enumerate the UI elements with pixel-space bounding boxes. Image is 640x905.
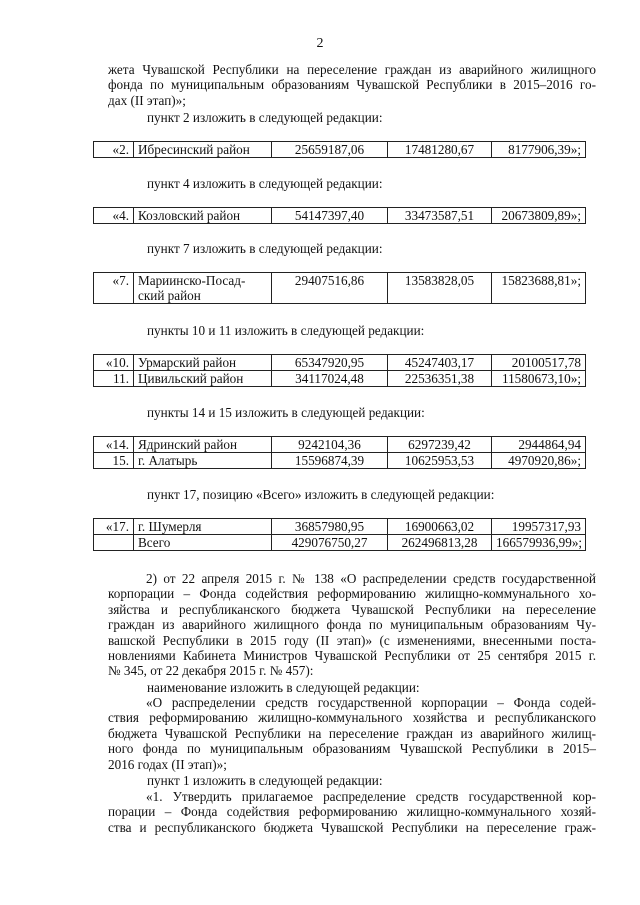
table-row <box>94 142 586 158</box>
paragraph-point-1 <box>108 789 596 835</box>
page-number: 2 <box>316 36 324 51</box>
text-line: 2016 годах (II этап)»; <box>108 756 227 772</box>
cell-name: Козловский район <box>134 208 272 224</box>
cell-total: 429076750,27 <box>272 535 388 551</box>
text-line: граждан из аварийного жилищного фонда по муниципальным образованиям Чу- <box>108 617 596 633</box>
cell-name-line: Мариинско-Посад- <box>138 273 246 288</box>
cell-total: 29407516,86 <box>272 273 388 304</box>
table-row <box>94 208 586 224</box>
cell-republic: 15823688,81»; <box>492 273 586 304</box>
instruction-point-2: пункт 2 изложить в следующей редакции: <box>147 110 383 125</box>
cell-total: 15596874,39 <box>272 453 388 469</box>
cell-fund: 17481280,67 <box>388 142 492 158</box>
cell-name: г. Алатырь <box>134 453 272 469</box>
cell-fund: 33473587,51 <box>388 208 492 224</box>
table-row <box>94 437 586 453</box>
cell-total: 54147397,40 <box>272 208 388 224</box>
cell-republic: 20673809,89»; <box>492 208 586 224</box>
cell-name: Ядринский район <box>134 437 272 453</box>
text-line: новлениями Кабинета Министров Чувашской Республики от 25 сентября 2015 г. <box>108 648 596 664</box>
table-point-4 <box>93 207 586 224</box>
cell-fund: 10625953,53 <box>388 453 492 469</box>
cell-total: 36857980,95 <box>272 519 388 535</box>
cell-name: г. Шумерля <box>134 519 272 535</box>
cell-name: Всего <box>134 535 272 551</box>
cell-total: 9242104,36 <box>272 437 388 453</box>
text-line: «О распределении средств государственной корпорации – Фонда содей- <box>146 695 596 710</box>
cell-name: Ибресинский район <box>134 142 272 158</box>
text-line: ного фонда по муниципальным образованиям Чувашской Республики в 2015– <box>108 741 596 757</box>
cell-total: 34117024,48 <box>272 371 388 387</box>
cell-num: 11. <box>94 371 134 387</box>
cell-republic: 19957317,93 <box>492 519 586 535</box>
text-line: зяйства и республиканского бюджета Чувашской Республики на переселение <box>108 601 596 617</box>
cell-republic: 166579936,99»; <box>492 535 586 551</box>
cell-num: «2. <box>94 142 134 158</box>
table-points-10-11 <box>93 354 586 387</box>
instruction-point-1: пункт 1 изложить в следующей редакции: <box>147 773 383 788</box>
cell-fund: 16900663,02 <box>388 519 492 535</box>
text-line: фонда по муниципальным образованиям Чувашской Республики в 2015–2016 го- <box>108 77 596 93</box>
table-point-7 <box>93 272 586 304</box>
cell-republic: 4970920,86»; <box>492 453 586 469</box>
instruction-title: наименование изложить в следующей редакции: <box>147 680 420 695</box>
text-line: вашской Республики в 2015 году (II этап)» (с изменениями, внесенными поста- <box>108 632 596 648</box>
table-row <box>94 355 586 371</box>
instruction-point-17-total: пункт 17, позицию «Всего» изложить в следующей редакции: <box>147 487 495 502</box>
paragraph-new-title <box>108 695 596 772</box>
table-row <box>94 519 586 535</box>
table-point-17-total <box>93 518 586 551</box>
text-line: бюджета Чувашской Республики на переселение граждан из аварийного жилищ- <box>108 725 596 741</box>
table-row <box>94 273 586 304</box>
text-line: порации – Фонда содействия реформированию жилищно-коммунального хозяй- <box>108 804 596 820</box>
instruction-point-4: пункт 4 изложить в следующей редакции: <box>147 176 383 191</box>
cell-name <box>134 273 272 304</box>
table-point-2 <box>93 141 586 158</box>
cell-num: «10. <box>94 355 134 371</box>
cell-fund: 45247403,17 <box>388 355 492 371</box>
cell-fund: 13583828,05 <box>388 273 492 304</box>
cell-num <box>94 535 134 551</box>
intro-paragraph <box>108 62 596 108</box>
cell-num: «7. <box>94 273 134 304</box>
table-row <box>94 453 586 469</box>
cell-republic: 20100517,78 <box>492 355 586 371</box>
cell-name: Цивильский район <box>134 371 272 387</box>
cell-total: 25659187,06 <box>272 142 388 158</box>
cell-fund: 22536351,38 <box>388 371 492 387</box>
text-line: ства и республиканского бюджета Чувашской Республики на переселение граж- <box>108 819 596 835</box>
text-line: № 345, от 22 декабря 2015 г. № 457): <box>108 663 314 679</box>
cell-name: Урмарский район <box>134 355 272 371</box>
paragraph-resolution-138 <box>108 571 596 679</box>
cell-republic: 2944864,94 <box>492 437 586 453</box>
cell-fund: 262496813,28 <box>388 535 492 551</box>
cell-total: 65347920,95 <box>272 355 388 371</box>
cell-num: «4. <box>94 208 134 224</box>
instruction-point-7: пункт 7 изложить в следующей редакции: <box>147 241 383 256</box>
table-row <box>94 371 586 387</box>
table-points-14-15 <box>93 436 586 469</box>
cell-num: «14. <box>94 437 134 453</box>
text-line: «1. Утвердить прилагаемое распределение средств государственной кор- <box>146 789 596 804</box>
text-line: жета Чувашской Республики на переселение граждан из аварийного жилищного <box>108 62 596 77</box>
cell-republic: 8177906,39»; <box>492 142 586 158</box>
cell-name-line: ский район <box>138 288 201 303</box>
text-line: ствия реформированию жилищно-коммунального хозяйства и республиканского <box>108 710 596 726</box>
text-line: 2) от 22 апреля 2015 г. № 138 «О распределении средств государственной <box>146 571 596 586</box>
text-line: дах (II этап)»; <box>108 92 186 108</box>
cell-num: «17. <box>94 519 134 535</box>
text-line: корпорации – Фонда содействия реформированию жилищно-коммунального хо- <box>108 586 596 602</box>
instruction-points-10-11: пункты 10 и 11 изложить в следующей редакции: <box>147 323 425 338</box>
instruction-points-14-15: пункты 14 и 15 изложить в следующей редакции: <box>147 405 425 420</box>
cell-num: 15. <box>94 453 134 469</box>
cell-republic: 11580673,10»; <box>492 371 586 387</box>
table-row <box>94 535 586 551</box>
cell-fund: 6297239,42 <box>388 437 492 453</box>
